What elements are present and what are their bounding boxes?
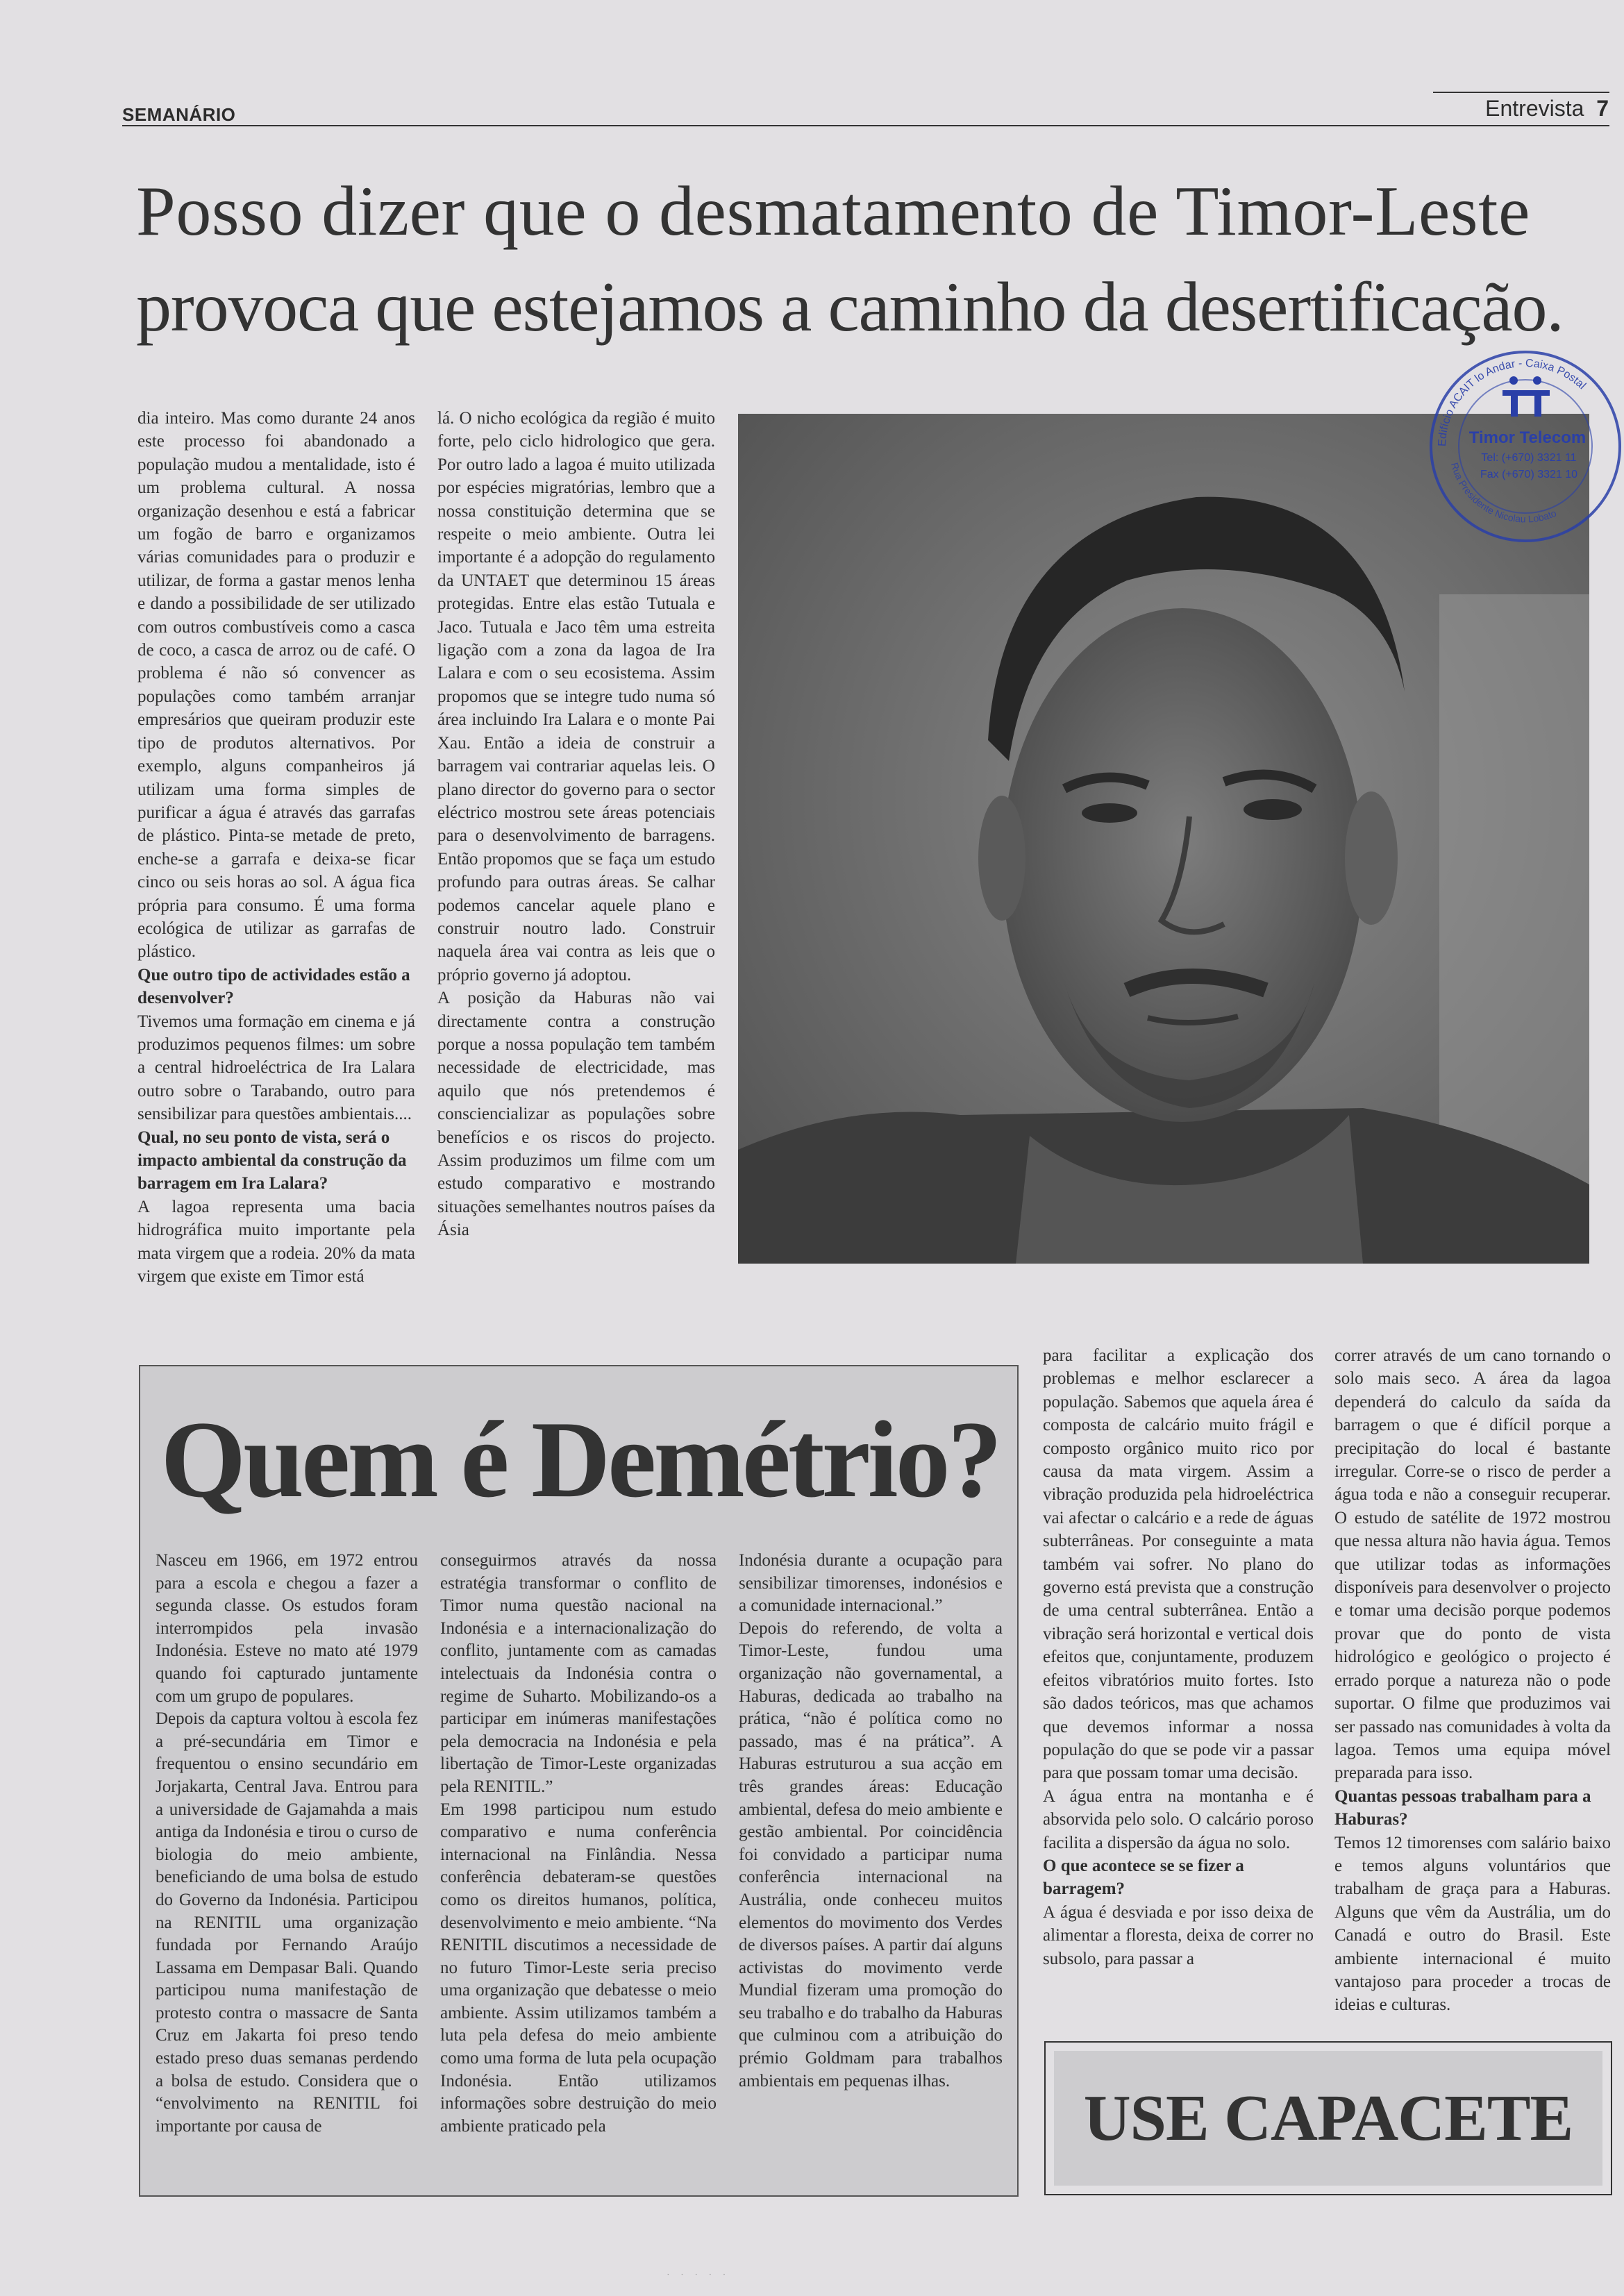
header-rule-top	[1433, 92, 1609, 93]
publication-name: SEMANÁRIO	[122, 104, 236, 125]
article-paragraph: lá. O nicho ecológica da região é muito forte, pelo ciclo hidrologico que gera. Por outro lado a lagoa é muito utilizada por espécies migratórias, lembro que a nossa constituição determina que se respeite o meio ambiente. Outra lei importante é a adopção do regulamento da UNTAET que determinou 15 áreas protegidas. Entre elas estão Tutuala e Jaco. Tutuala e Jaco têm uma estreita ligação com a zona da lagoa de Ira Lalara e com o seu ecosistema. Assim propomos que se integre tudo numa só área incluindo Ira Lalara e o monte Pai Xau. Então a ideia de construir a barragem vai contrariar aquelas leis. O plano director do governo para o sector eléctrico mostrou sete áreas potenciais para o desenvolvimento de barragens. Então propomos que se faça um estudo profundo para outras áreas. Se calhar podemos cancelar aquele plano e construir noutro lado. Construir naquela área vai contra as leis que o próprio governo já adoptou.	[437, 409, 715, 984]
stamp-ring-text-lower: Rua Presidente Nicolau Lobato	[1448, 461, 1558, 525]
article-paragraph: A água é desviada e por isso deixa de alimentar a floresta, deixa de correr no subsolo, para passar a	[1043, 1902, 1314, 1968]
article-paragraph: correr através de um cano tornando o solo mais seco. A área da lagoa dependerá do calculo da saída da barragem o que é difícil porque a precipitação do local é bastante irregular. Corre-se o risco de perder a água toda e não a conseguir recuperar. O estudo de satélite de 1972 mostrou que nessa altura não havia água. Temos que utilizar todas as informações disponíveis para desenvolver o projecto e tomar uma decisão porque podemos provar que do ponto de vista hidrológico e geológico o projecto é errado porque a natureza não o pode suportar. O filme que produzimos vai ser passado nas comunidades à volta da lagoa. Temos uma equipa móvel preparada para isso.	[1334, 1346, 1611, 1783]
section-name: Entrevista	[1485, 96, 1584, 121]
sidebar-column-3	[739, 1550, 1003, 2093]
ad-box	[1044, 2041, 1612, 2195]
article-paragraph: A lagoa representa uma bacia hidrográfica muito importante pela mata virgem que a rodeia. 20% da mata virgem que existe em Timor está	[137, 1197, 415, 1287]
article-column-2	[437, 407, 715, 1242]
sidebar-paragraph: Depois do referendo, de volta a Timor-Leste, fundou uma organização não governamental, a Haburas, dedicada ao trabalho na prática, “não é política como no passado, mas é na prática”. A Haburas estruturou a sua acção em três grandes áreas: Educação ambiental, defesa do meio ambiente e gestão ambiental. Por coincidência foi convidado a participar numa conferência internacional na Austrália, onde conheceu muitos elementos do movimento dos Verdes de diversos países. A partir daí alguns activistas do movimento verde Mundial fizeram uma promoção do seu trabalho e do trabalho da Haburas que culminou com a atribuição do prémio Goldmam para trabalhos ambientais em pequenas ilhas.	[739, 1618, 1003, 2090]
sidebar-paragraph: Em 1998 participou num estudo comparativo e numa conferência internacional na Finlândia. Nessa conferência debateram-se questões como os direitos humanos, política, desenvolvimento e meio ambiente. “Na RENITIL discutimos a necessidade de no futuro Timor-Leste seria preciso uma organização que debatesse o meio ambiente. Assim utilizamos também a luta pela defesa do meio ambiente como uma forma de luta pela ocupação Indonésia. Então utilizamos informações sobre destruição do meio ambiente praticado pela	[440, 1800, 717, 2136]
header-rule	[122, 125, 1609, 126]
sidebar-box	[139, 1365, 1019, 2197]
sidebar-title: Quem é Demétrio?	[160, 1399, 1000, 1520]
article-paragraph: Temos 12 timorenses com salário baixo e temos alguns voluntários que trabalham de graça para a Haburas. Alguns que vêm da Austrália, um do Canadá e outro do Brasil. Este ambiente internacional é muito vantajoso para proceder a trocas de ideias e culturas.	[1334, 1833, 1611, 2015]
sidebar-column-2	[440, 1550, 717, 2138]
sidebar-paragraph: Depois da captura voltou à escola fez a pré-secundária em Timor e frequentou o ensino secundário em Jorjakarta, Central Java. Entrou para a universidade de Gajamahda a mais antiga da Indonésia e tirou o curso de biologia do meio ambiente, beneficiando de uma bolsa de estudo do Governo da Indonésia. Participou na RENITIL uma organização fundada por Fernando Araújo Lassama em Dempasar Bali. Quando participou numa manifestação de protesto contra o massacre de Santa Cruz em Jakarta foi preso tendo estado preso duas semanas perdendo a bolsa de estudo. Considera que o “envolvimento na RENITIL foi importante por causa de	[156, 1709, 418, 2136]
article-paragraph: A água entra na montanha e é absorvida pelo solo. O calcário poroso facilita a dispersão da água no solo.	[1043, 1786, 1314, 1852]
headline	[136, 164, 1615, 355]
interview-question: O que acontece se se fizer a barragem?	[1043, 1856, 1244, 1899]
stamp-tel: Tel: (+670) 3321 11	[1481, 452, 1577, 464]
article-paragraph: Tivemos uma formação em cinema e já produzimos pequenos filmes: um sobre a central hidroeléctrica de Ira Lalara outro sobre o Tarabando, outro para sensibilizar para questões ambientais....	[137, 1012, 415, 1124]
article-paragraph: dia inteiro. Mas como durante 24 anos este processo foi abandonado a população mudou a mentalidade, isto é um problema cultural. A nossa organização desenhou e está a fabricar um fogão de barro e organizamos várias comunidades para o produzir e utilizar, de forma a gastar menos lenha e dando a possibilidade de ser utilizado com outros combustíveis como a casca de coco, a casca de arroz ou de café. O problema é não só convencer as populações como também arranjar empresários que queiram produzir este tipo de produtos alternativos. Por exemplo, alguns companheiros já utilizam uma forma simples de purificar a água é através das garrafas de plástico. Pinta-se metade de preto, enche-se a garrafa e deixa-se ficar cinco ou seis horas ao sol. A água fica própria para consumo. É uma forma ecológica de utilizar as garrafas de plástico.	[137, 409, 415, 962]
section-label	[1485, 96, 1609, 121]
sidebar-column-1	[156, 1550, 418, 2138]
company-stamp	[1425, 346, 1624, 547]
page-number: 7	[1596, 96, 1609, 121]
article-column-4	[1334, 1344, 1611, 2017]
article-paragraph: para facilitar a explicação dos problemas e melhor esclarecer a população. Sabemos que aquela área é composta de calcário muito frágil e composto orgânico muito rico por causa da mata virgem. Assim a vibração produzida pela hidroeléctrica vai afectar o calcário e a rede de águas subterrâneas. Por conseguinte a mata também vai sofrer. No plano do governo está prevista que a construção de uma central subterrânea. Então a vibração será horizontal e vertical dois efeitos que, conjuntamente, produzem efeitos vibratórios muito fortes. Isto são dados teóricos, mas que achamos que devemos informar a nossa população do que se pode vir a passar para que possam tomar uma decisão.	[1043, 1346, 1314, 1783]
article-column-3	[1043, 1344, 1314, 1970]
interview-question: Qual, no seu ponto de vista, será o impacto ambiental da construção da barragem em Ira Lalara?	[137, 1128, 407, 1193]
stamp-company: Timor Telecom	[1468, 428, 1587, 447]
article-paragraph: A posição da Haburas não vai directamente contra a construção porque a nossa população tem também necessidade de electricidade, mas aquilo que nós pretendemos é consciencializar as populações sobre benefícios e os riscos do projecto. Assim produzimos um filme com um estudo comparativo e mostrando situações semelhantes noutros países da Ásia	[437, 989, 715, 1240]
stamp-fax: Fax (+670) 3321 10	[1480, 469, 1578, 480]
print-smudge: · · · · ·	[667, 2270, 730, 2281]
interview-question: Que outro tipo de actividades estão a desenvolver?	[137, 965, 410, 1008]
ad-box-inner	[1054, 2051, 1602, 2186]
headline-line-1: Posso dizer que o desmatamento de Timor-Leste	[136, 172, 1530, 251]
ad-text: USE CAPACETE	[1083, 2082, 1573, 2154]
stamp-ring-text: Edifício ACAIT lo Andar - Caixa Postal	[1436, 357, 1589, 447]
sidebar-paragraph: Nasceu em 1966, em 1972 entrou para a escola e chegou a fazer a segunda classe. Os estudos foram interrompidos pela invasão Indonésia. Esteve no mato até 1979 quando foi capturado juntamente com um grupo de populares.	[156, 1551, 418, 1706]
interview-question: Quantas pessoas trabalham para a Haburas?	[1334, 1786, 1591, 1829]
sidebar-paragraph: Indonésia durante a ocupação para sensibilizar timorenses, indonésios e a comunidade internacional.”	[739, 1551, 1003, 1616]
article-column-1	[137, 407, 415, 1288]
stamp-icon	[1425, 346, 1624, 547]
sidebar-paragraph: conseguirmos através da nossa estratégia transformar o conflito de Timor numa questão nacional na Indonésia e a internacionalização do conflito, juntamente com as camadas intelectuais da Indonésia contra o regime de Suharto. Mobilizando-os a participar em inúmeras manifestações pela democracia na Indonésia e pela libertação de Timor-Leste organizadas pela RENITIL.”	[440, 1551, 717, 1796]
headline-line-2: provoca que estejamos a caminho da desertificação.	[136, 268, 1564, 346]
